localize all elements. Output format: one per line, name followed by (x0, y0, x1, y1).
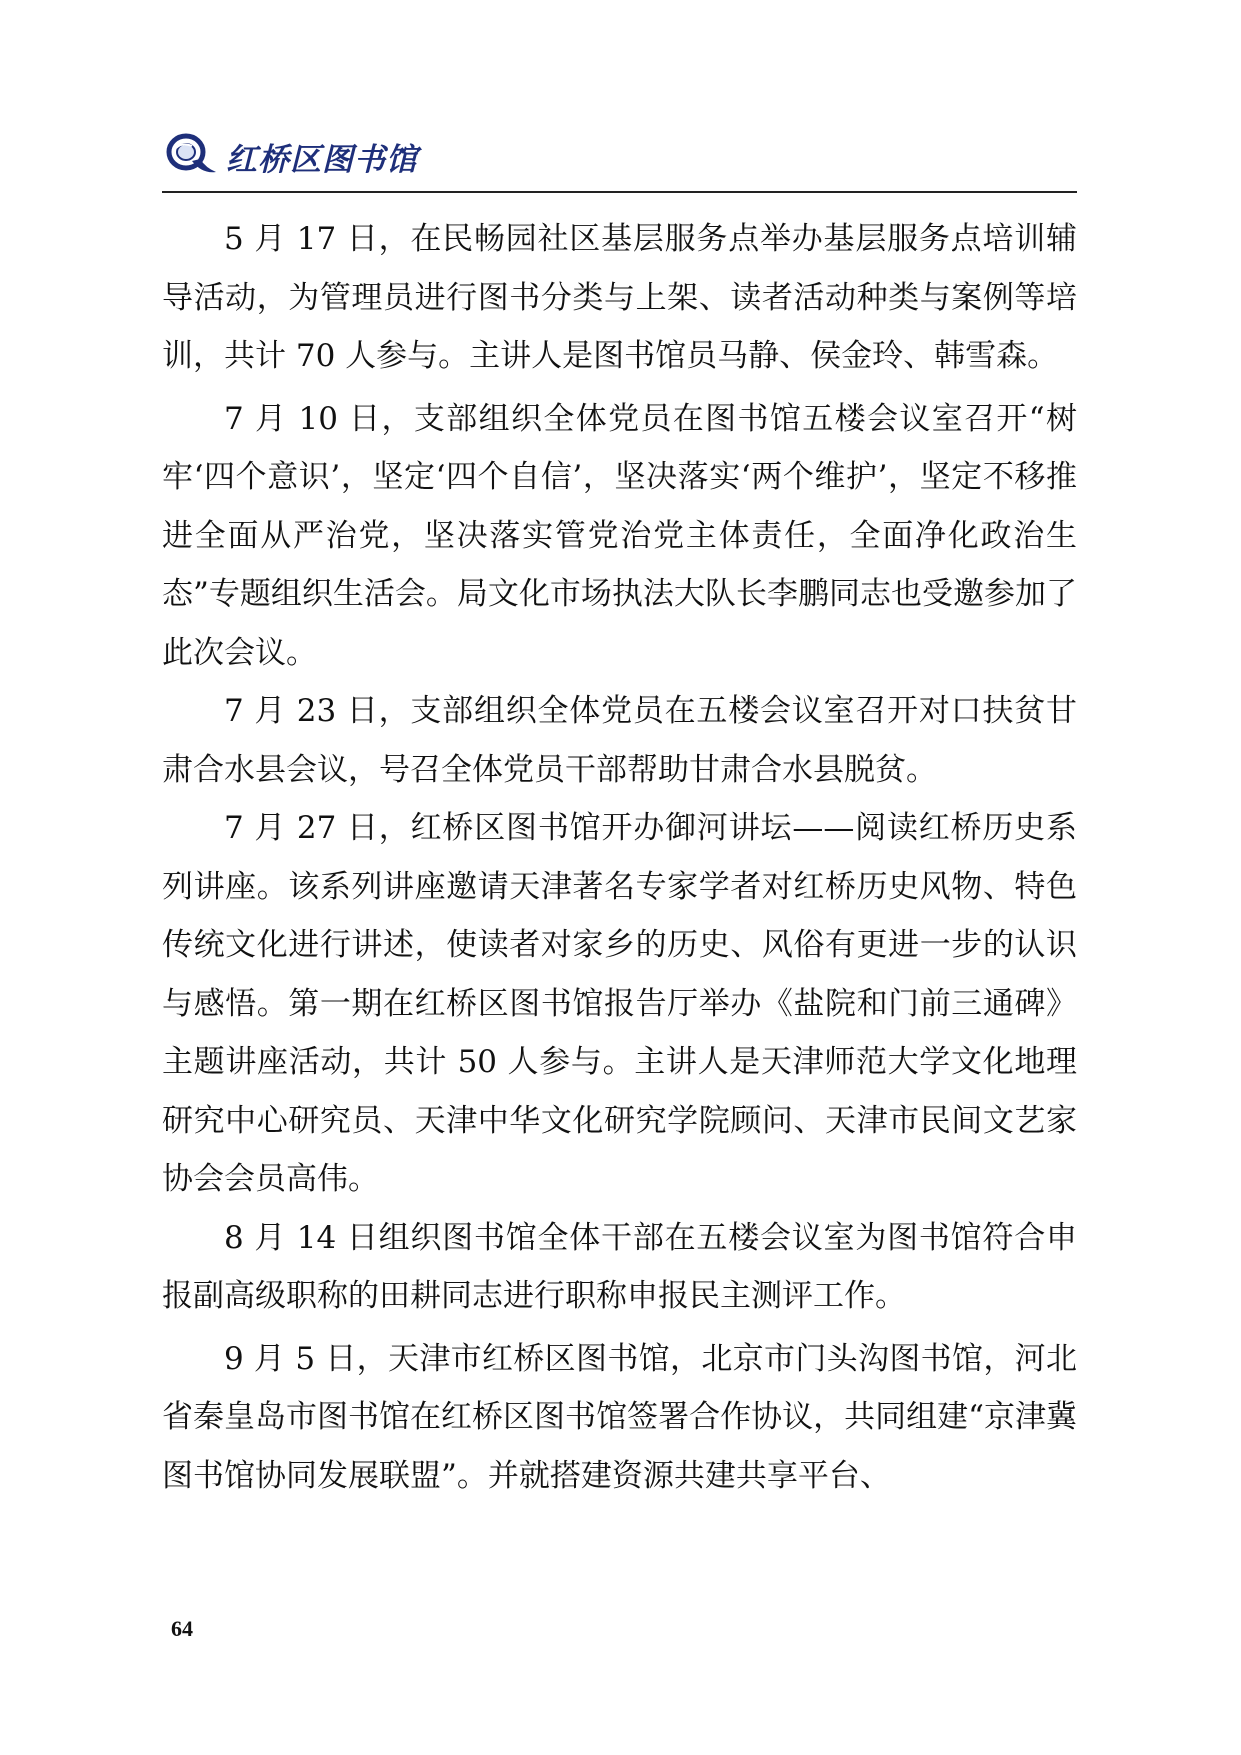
paragraph: 7 月 27 日，红桥区图书馆开办御河讲坛——阅读红桥历史系列讲座。该系列讲座邀请天津著名专家学者对红桥历史风物、特色传统文化进行讲述，使读者对家乡的历史、风俗有更进一步的认识与感悟。第一期在红桥区图书馆报告厅举办《盐院和门前三通碑》主题讲座活动，共计 50 人参与。主讲人是天津师范大学文化地理研究中心研究员、天津中华文化研究学院顾问、天津市民间文艺家协会会员高伟。 (162, 810, 1077, 1197)
paragraph: 7 月 10 日，支部组织全体党员在图书馆五楼会议室召开“树牢‘四个意识’，坚定‘四个自信’，坚决落实‘两个维护’，坚定不移推进全面从严治党，坚决落实管党治党主体责任，全面净化政治生态”专题组织生活会。局文化市场执法大队长李鹏同志也受邀参加了此次会议。 (162, 400, 1077, 671)
paragraph: 5 月 17 日，在民畅园社区基层服务点举办基层服务点培训辅导活动，为管理员进行图书分类与上架、读者活动种类与案例等培训，共计 70 人参与。主讲人是图书馆员马静、侯金玲、韩雪森。 (162, 221, 1077, 374)
paragraph: 9 月 5 日，天津市红桥区图书馆，北京市门头沟图书馆，河北省秦皇岛市图书馆在红桥区图书馆签署合作协议，共同组建“京津冀图书馆协同发展联盟”。并就搭建资源共建共享平台、 (162, 1340, 1077, 1494)
paragraph: 7 月 23 日，支部组织全体党员在五楼会议室召开对口扶贫甘肃合水县会议，号召全体党员干部帮助甘肃合水县脱贫。 (162, 693, 1077, 788)
library-name: 红桥区图书馆 (226, 141, 418, 178)
page-header (162, 126, 418, 186)
page-body (162, 210, 1077, 1505)
page-number: 64 (171, 1616, 193, 1641)
paragraph: 8 月 14 日组织图书馆全体干部在五楼会议室为图书馆符合申报副高级职称的田耕同志进行职称申报民主测评工作。 (162, 1219, 1077, 1314)
library-logo-icon (162, 128, 218, 184)
header-divider (162, 191, 1077, 193)
